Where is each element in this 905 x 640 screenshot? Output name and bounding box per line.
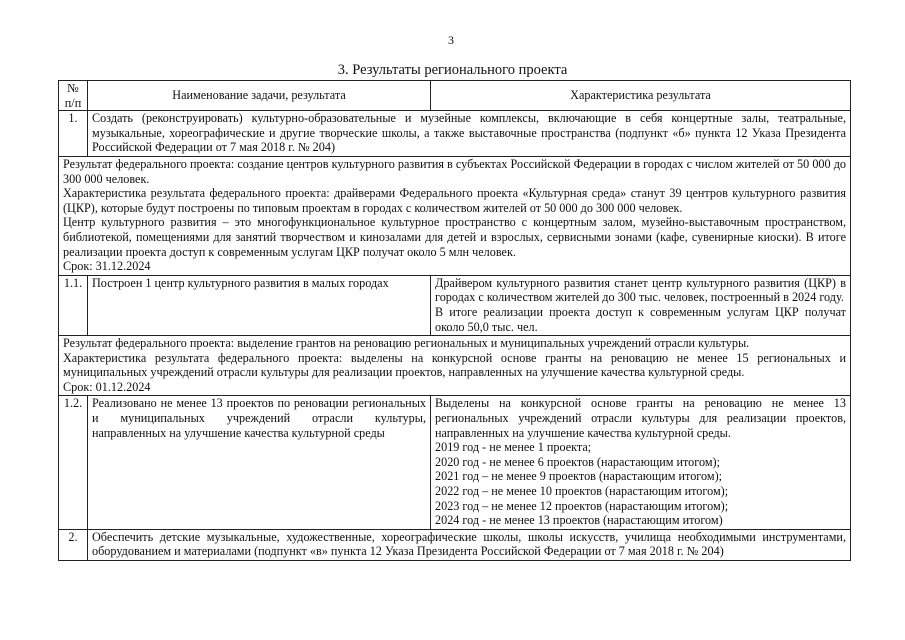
row-1-1 (59, 275, 851, 335)
row-1-1-number: 1.1. (59, 275, 88, 335)
row-1-1-task: Построен 1 центр культурного развития в малых городах (88, 275, 431, 335)
row-1-2-number: 1.2. (59, 396, 88, 529)
federal-deadline-2: Срок: 01.12.2024 (63, 379, 151, 394)
federal-characteristic-2: Характеристика результата федерального проекта: выделены на конкурсной основе гранты на реновацию не менее 15 региональных и муниципальных учреждений отрасли культуры для реализации проектов, направленных на улучшение качества культурной среды. (63, 350, 846, 380)
federal-description-1: Центр культурного развития – это многофункциональное культурное пространство с концертным залом, музейно-выставочным пространством, библиотекой, помещениями для занятий творчеством и кинозалами для детей и взрослых, сервисными зонами (кафе, сувенирные киоски). В итоге реализации проекта доступ к современным услугам ЦКР получат около 5 млн человек. (63, 215, 846, 259)
header-characteristic: Характеристика результата (431, 81, 851, 111)
federal-block-2 (59, 336, 851, 396)
page-number: 3 (448, 33, 454, 47)
federal-block-2-row (59, 336, 851, 396)
federal-block-1-row (59, 156, 851, 275)
federal-deadline-1: Срок: 31.12.2024 (63, 259, 151, 274)
year-line: 2023 год – не менее 12 проектов (нарастающим итогом); (435, 498, 729, 513)
task-2-number: 2. (59, 529, 88, 560)
row-1-1-characteristic-text-2: В итоге реализации проекта доступ к современным услугам ЦКР получат около 50,0 тыс. чел. (435, 304, 846, 334)
task-2-row (59, 529, 851, 560)
task-1-number: 1. (59, 111, 88, 157)
federal-result-1: Результат федерального проекта: создание центров культурного развития в субъектах Российской Федерации в городах с числом жителей от 50 000 до 300 000 человек. (63, 156, 846, 186)
year-line: 2020 год - не менее 6 проектов (нарастающим итогом); (435, 454, 720, 469)
task-1-text: Создать (реконструировать) культурно-образовательные и музейные комплексы, включающие в себя концертные залы, театральные, музыкальные, хореографические и другие творческие школы, а также выставочные пространства (подпункт «б» пункта 12 Указа Президента Российской Федерации от 7 мая 2018 г. № 204) (88, 111, 851, 157)
row-1-2-characteristic-text: Выделены на конкурсной основе гранты на реновацию не менее 13 региональных учреждений отрасли культуры для реализации проектов, направленных на улучшение качества культурной среды. (435, 396, 846, 440)
section-title: 3. Результаты регионального проекта (337, 62, 568, 78)
header-number: № п/п (59, 81, 88, 111)
row-1-1-characteristic (431, 275, 851, 335)
federal-block-1 (59, 156, 851, 275)
task-2-text: Обеспечить детские музыкальные, художественные, хореографические школы, школы искусств, училища необходимыми инструментами, оборудованием и материалами (подпункт «в» пункта 12 Указа Президента Российской Федерации от 7 мая 2018 г. № 204) (88, 529, 851, 560)
row-1-2-characteristic (431, 396, 851, 529)
year-line: 2022 год – не менее 10 проектов (нарастающим итогом); (435, 484, 729, 499)
row-1-1-characteristic-text: Драйвером культурного развития станет центр культурного развития (ЦКР) в городах с количеством жителей до 300 тыс. человек, построенный в 2024 году. (435, 275, 846, 305)
header-task: Наименование задачи, результата (88, 81, 431, 111)
results-table (58, 80, 851, 561)
year-line: 2024 год - не менее 13 проектов (нарастающим итогом) (435, 513, 723, 528)
federal-characteristic-1: Характеристика результата федерального проекта: драйверами Федерального проекта «Культурная среда» станут 39 центров культурного развития (ЦКР), которые будут построены по типовым проектам в городах с количеством жителей от 50 000 до 300 000 человек. (63, 186, 846, 215)
task-1-row (59, 111, 851, 157)
year-line: 2019 год - не менее 1 проекта; (435, 440, 592, 455)
row-1-2-task: Реализовано не менее 13 проектов по реновации региональных и муниципальных учреждений отрасли культуры, направленных на улучшение качества культурной среды (88, 396, 431, 529)
header-row (59, 81, 851, 111)
federal-result-2: Результат федерального проекта: выделение грантов на реновацию региональных и муниципальных учреждений отрасли культуры. (63, 336, 750, 351)
row-1-2 (59, 396, 851, 529)
year-line: 2021 год – не менее 9 проектов (нарастающим итогом); (435, 469, 723, 484)
